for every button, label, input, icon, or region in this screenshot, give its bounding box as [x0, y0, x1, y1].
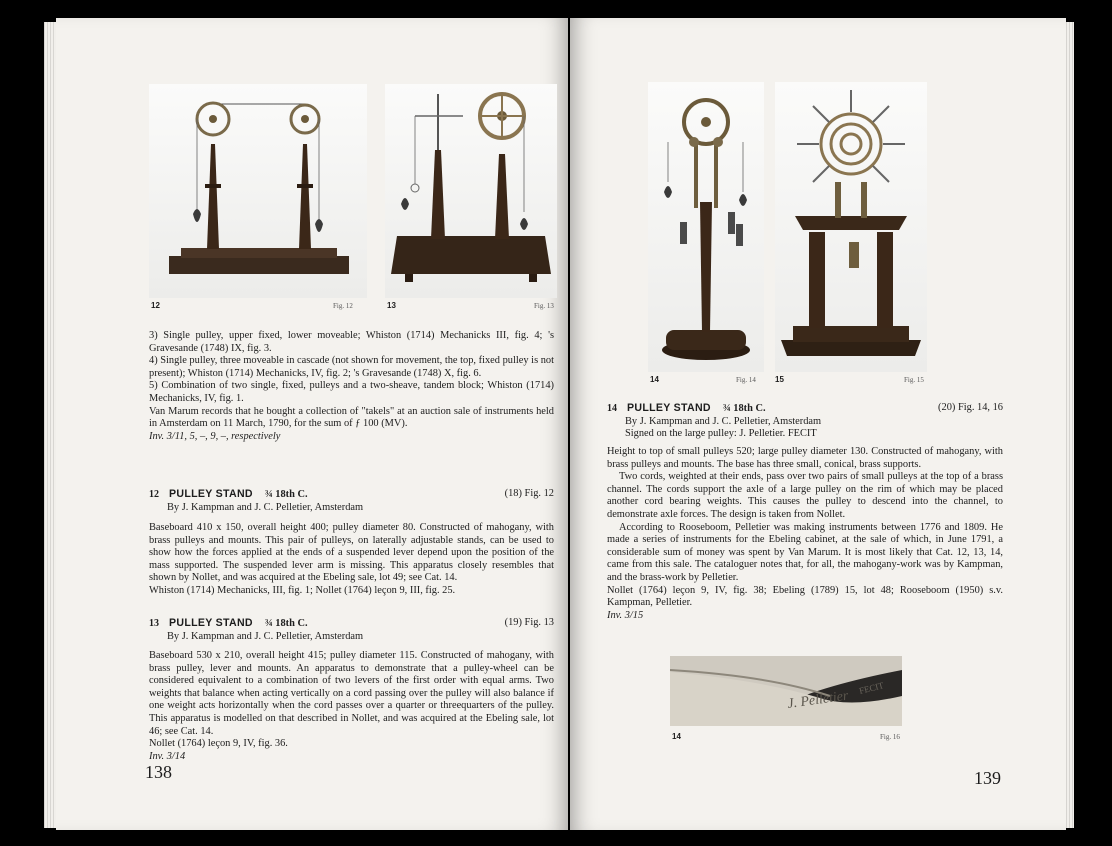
- entry-13-maker: By J. Kampman and J. C. Pelletier, Amsterdam: [167, 630, 364, 642]
- engraving-text: J. Pelletier: [786, 688, 850, 712]
- entry-12-maker: By J. Kampman and J. C. Pelletier, Amsterdam: [167, 501, 364, 513]
- intro-item-4: 4) Single pulley, three moveable in cascade (not shown for movement, the top, fixed pulley is not present); Whiston (1714) Mechanicks, IV, fig. 2; 's Gravesande (1748) X, fig. 6.: [149, 355, 554, 379]
- fig14-label: Fig. 14: [736, 376, 756, 384]
- intro-block: [149, 330, 554, 443]
- entry-14-inventory: Inv. 3/15: [607, 609, 644, 621]
- intro-van-marum: Van Marum records that he bought a collection of "takels" at an auction sale of instruments held in Amsterdam on 11 March, 1790, for the sum of ƒ 100 (MV).: [149, 405, 554, 430]
- entry-14-para-2: Two cords, weighted at their ends, pass over two pairs of small pulleys at the top of a brass channel. The cords support the axle of a large pulley on the rim of which may be placed another cord bearing weights. This causes the pulley to descend into the channel, to demonstrate axle forces. The design is taken from Nollet.: [607, 471, 1003, 520]
- entry-12-title: PULLEY STAND: [169, 488, 253, 500]
- entry-13-heading: [149, 617, 554, 643]
- figure-16-photo: [670, 656, 902, 726]
- entry-13-date: ¾ 18th C.: [264, 618, 308, 629]
- page-number-right: 139: [974, 768, 1001, 788]
- entry-14-para-3: According to Rooseboom, Pelletier was making instruments between 1776 and 1809. He made a series of instruments for the Ebeling cabinet, at the sale of which, in June 1791, a considerable sum of money was spent by Van Marum. It is most likely that Cat. 12, 13, 14, came from this sale. The cataloguer notes that, for all, the mahogany-work was by Kampman, and the brass-work by Pelletier.: [607, 521, 1003, 583]
- intro-item-3: 3) Single pulley, upper fixed, lower moveable; Whiston (1714) Mechanicks III, fig. 4; 's Gravesande (1748) IX, fig. 3.: [149, 330, 554, 354]
- figure-13-photo: [385, 84, 557, 298]
- figure-12-photo: [149, 84, 367, 298]
- entry-14-date: ¾ 18th C.: [722, 403, 766, 414]
- entry-12-refs: Whiston (1714) Mechanicks, III, fig. 1; Nollet (1764) leçon 9, III, fig. 25.: [149, 584, 456, 596]
- fig12-number: 12: [151, 301, 160, 310]
- entry-14-para-1: Height to top of small pulleys 520; large pulley diameter 130. Constructed of mahogany, with brass pulleys and mounts. The base has three small, conical, brass supports.: [607, 446, 1003, 470]
- entry-12-number: 12: [149, 489, 159, 500]
- entry-13-body: Baseboard 530 x 210, overall height 415; pulley diameter 115. Constructed of mahogany, with brass pulley, lever and mounts. An apparatus to demonstrate that a pulley-wheel can be considered equivalent to a combination of two levers of the first order with equal arms. Two weights that balance when acting vertically on a cord passing over the pulley will also balance if one weight acts horizontally when the cord passes over a quarter or threequarters of the pulley. This apparatus is modelled on that described in Nollet, and was acquired at the Ebeling sale, lot 46; see Cat. 14.: [149, 650, 554, 737]
- fig12-label: Fig. 12: [333, 302, 353, 310]
- entry-14-maker: By J. Kampman and J. C. Pelletier, Amsterdam: [625, 415, 822, 427]
- intro-item-5: 5) Combination of two single, fixed, pulleys and a two-sheave, tandem block; Whiston (1714) Mechanicks, IV, fig. 1.: [149, 380, 554, 404]
- entry-13-body-block: [149, 650, 554, 763]
- intro-inventory: Inv. 3/11, 5, –, 9, –, respectively: [149, 430, 281, 442]
- entry-14-refs: Nollet (1764) leçon 9, IV, fig. 38; Ebeling (1789) 15, lot 48; Rooseboom (1950) s.v. Kampman, Pelletier.: [607, 584, 1003, 609]
- entry-12-body-block: [149, 522, 554, 598]
- entry-13-inventory: Inv. 3/14: [149, 750, 186, 762]
- fig15-number: 15: [775, 375, 784, 384]
- entry-14-number: 14: [607, 403, 617, 414]
- entry-12-date: ¾ 18th C.: [264, 489, 308, 500]
- fig13-number: 13: [387, 301, 396, 310]
- entry-12-body: Baseboard 410 x 150, overall height 400; pulley diameter 80. Constructed of mahogany, with brass pulleys and mounts. This pair of pulleys, on laterally adjustable stands, can be used to show how the forces applied at the ends of a suspended lever depend upon the position of the mass supported. The suspended lever arm is missing. This apparatus closely resembles that shown by Nollet, and was acquired at the Ebeling sale, lot 49; see Cat. 14.: [149, 522, 554, 584]
- entry-12-heading: [149, 488, 554, 514]
- figure-14-photo: [648, 82, 764, 372]
- left-page: [56, 18, 568, 830]
- entry-14-ref: (20) Fig. 14, 16: [938, 402, 1003, 413]
- entry-13-title: PULLEY STAND: [169, 617, 253, 629]
- entry-12-ref: (18) Fig. 12: [504, 488, 554, 499]
- fig16-number: 14: [672, 732, 681, 741]
- figure-15-photo: [775, 82, 927, 372]
- entry-13-number: 13: [149, 618, 159, 629]
- fig14-number: 14: [650, 375, 659, 384]
- fig15-label: Fig. 15: [904, 376, 924, 384]
- engraving-fecit: FECIT: [858, 680, 885, 696]
- right-page: [570, 18, 1066, 830]
- entry-14-body-block: [607, 446, 1003, 622]
- fig16-label: Fig. 16: [880, 733, 900, 741]
- entry-14-title: PULLEY STAND: [627, 402, 711, 414]
- entry-14-heading: [607, 402, 1003, 441]
- entry-14-signed: Signed on the large pulley: J. Pelletier. FECIT: [625, 428, 817, 440]
- entry-13-ref: (19) Fig. 13: [504, 617, 554, 628]
- fig13-label: Fig. 13: [534, 302, 554, 310]
- page-number-left: 138: [145, 762, 172, 782]
- entry-13-refs: Nollet (1764) leçon 9, IV, fig. 36.: [149, 738, 288, 750]
